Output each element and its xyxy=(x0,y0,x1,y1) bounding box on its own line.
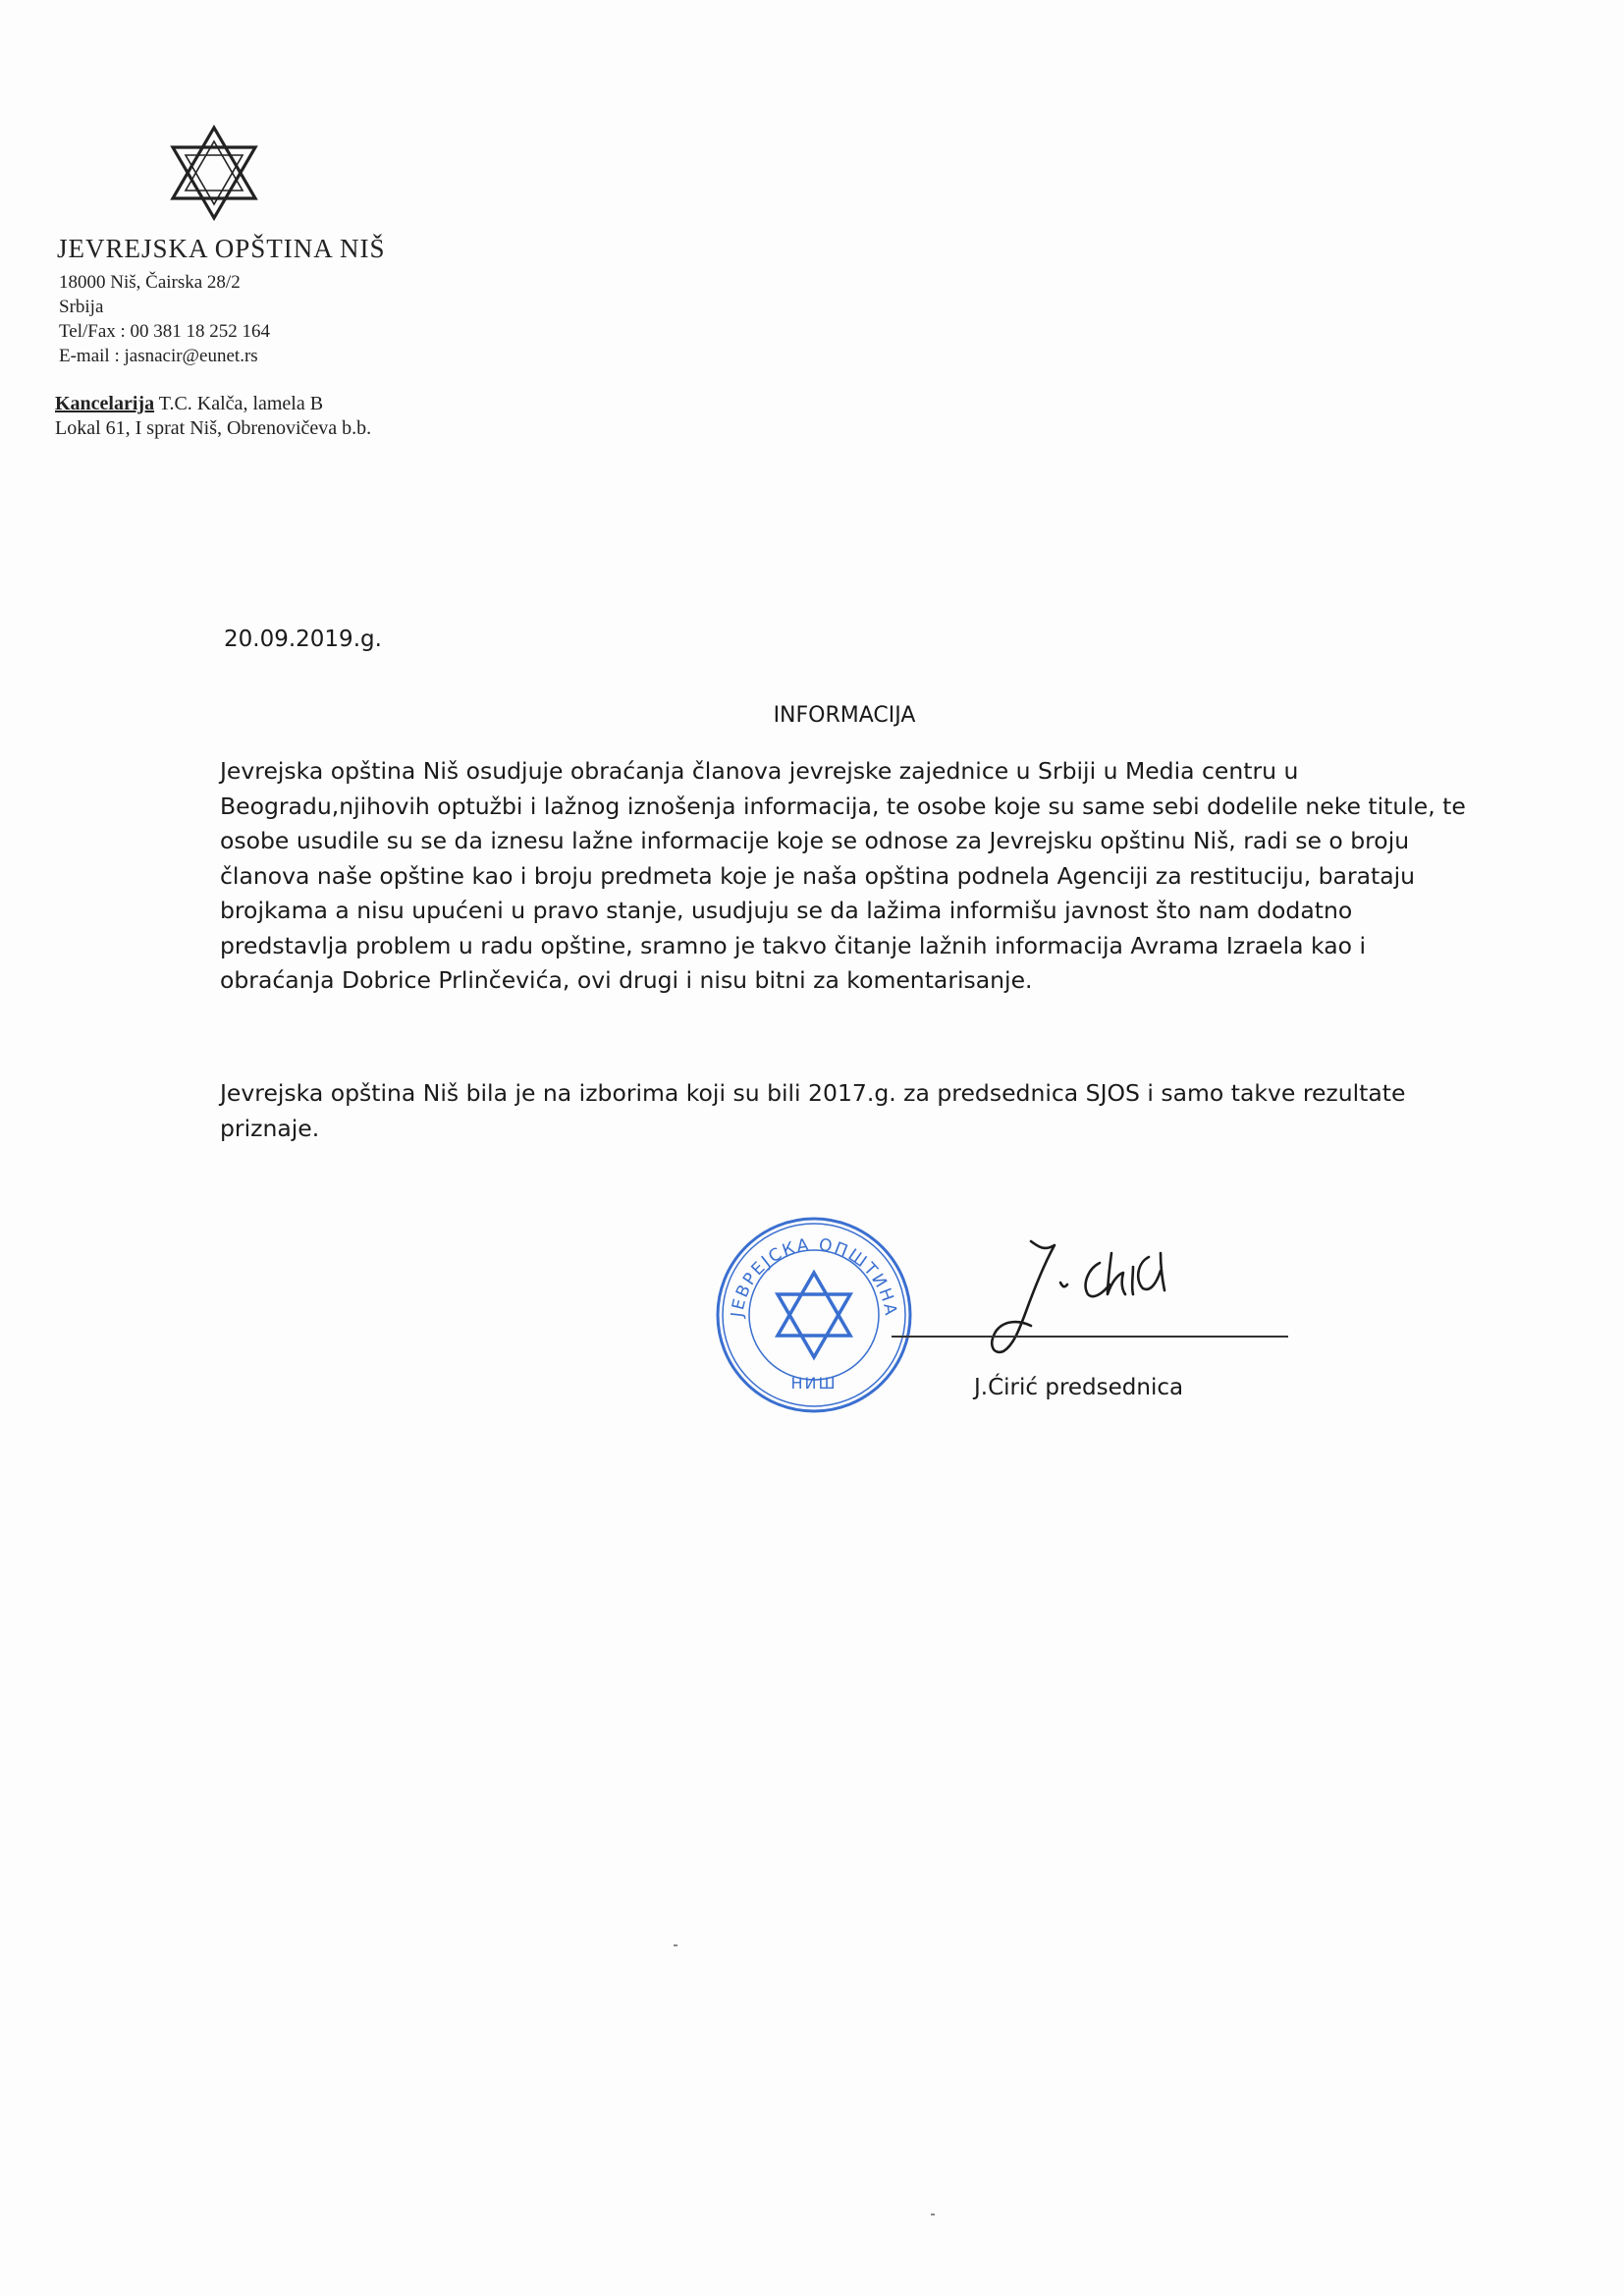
signature-line xyxy=(892,1336,1288,1338)
address-line: 18000 Niš, Čairska 28/2 xyxy=(59,272,241,293)
scan-speck xyxy=(931,2214,935,2215)
official-stamp xyxy=(713,1214,915,1416)
scan-speck xyxy=(674,1944,677,1946)
office-address xyxy=(55,393,323,415)
star-of-david-logo-icon xyxy=(165,124,263,222)
stamp-text-bottom: НИШ xyxy=(790,1374,838,1393)
email-address: E-mail : jasnacir@eunet.rs xyxy=(59,346,258,366)
body-paragraph: Jevrejska opština Niš osudjuje obraćanja članova jevrejske zajednice u Srbiji u Media centru u Beogradu,njihovih optužbi i lažnog iznošenja informacija, te osobe koje su same sebi dodelile neke titule, te osobe usudile su se da iznesu lažne informacije koje se odnose za Jevrejsku opštinu Niš, radi se o broju članova naše opštine kao i broju predmeta koje je naša opština podnela Agenciji za restituciju, barataju brojkama a nisu upućeni u pravo stanje, usudjuju se da lažima informišu javnost što nam dodatno predstavlja problem u radu opštine, sramno je takvo čitanje lažnih informacija Avrama Izraela kao i obraćanja Dobrice Prlinčevića, ovi drugi i nisu bitni za komentarisanje. xyxy=(220,757,1466,994)
organization-name: JEVREJSKA OPŠTINA NIŠ xyxy=(57,234,386,263)
document-heading: INFORMACIJA xyxy=(773,703,916,728)
document-date: 20.09.2019.g. xyxy=(224,627,382,652)
stamp-text-top: ЈЕВРЕЈСКА ОПШТИНА xyxy=(728,1234,901,1319)
address-country: Srbija xyxy=(59,297,104,317)
body-paragraph: Jevrejska opština Niš bila je na izborima koji su bili 2017.g. za predsednica SJOS i samo takve rezultate priznaje. xyxy=(220,1079,1406,1142)
phone-fax: Tel/Fax : 00 381 18 252 164 xyxy=(59,321,271,342)
office-line1: T.C. Kalča, lamela B xyxy=(158,393,324,414)
svg-text:ЈЕВРЕЈСКА ОПШТИНА xyxy=(728,1235,900,1319)
office-label: Kancelarija xyxy=(55,393,155,414)
office-line2: Lokal 61, I sprat Niš, Obrenovičeva b.b. xyxy=(55,417,372,439)
signer-name: J.Ćirić predsednica xyxy=(974,1375,1184,1400)
handwritten-signature xyxy=(974,1224,1298,1361)
